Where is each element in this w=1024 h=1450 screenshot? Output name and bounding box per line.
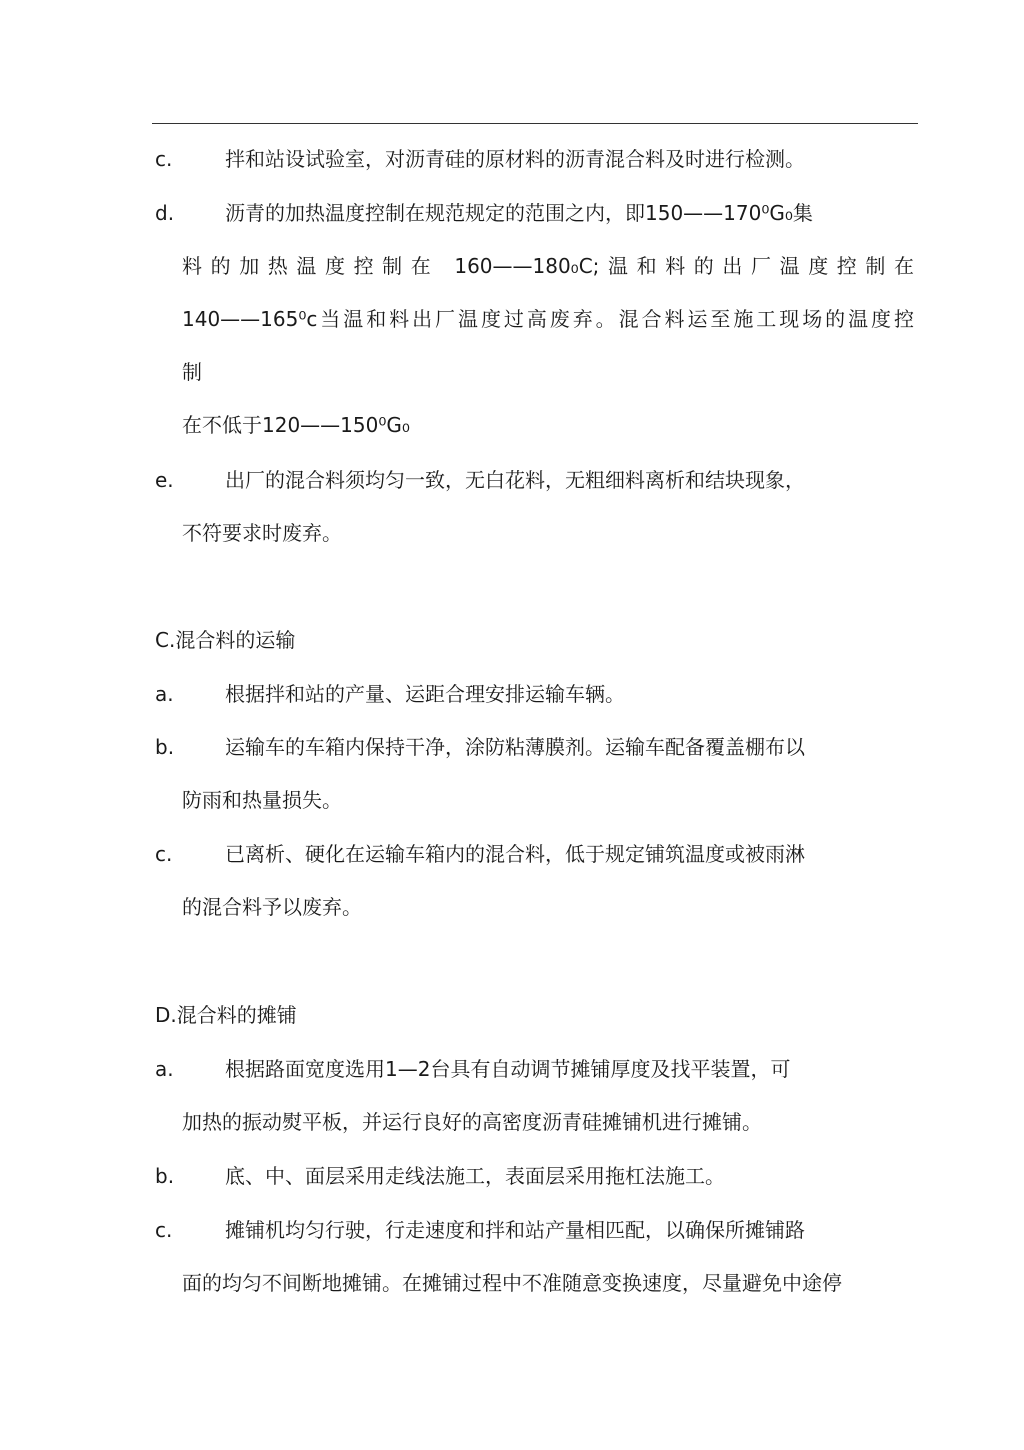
item-marker: b. <box>155 1164 175 1188</box>
item-text: 拌和站设试验室，对沥青硅的原材料的沥青混合料及时进行检测。 <box>225 147 805 171</box>
section-heading: D.混合料的摊铺 <box>155 1003 297 1027</box>
item-text: 140——165⁰c当温和料出厂温度过高废弃。混合料运至施工现场的温度控 <box>182 307 914 331</box>
item-text: 根据拌和站的产量、运距合理安排运输车辆。 <box>225 682 625 706</box>
item-marker: c. <box>155 147 173 171</box>
item-text: 面的均匀不间断地摊铺。在摊铺过程中不准随意变换速度，尽量避免中途停 <box>182 1271 842 1295</box>
item-text: 根据路面宽度选用1—2台具有自动调节摊铺厚度及找平装置，可 <box>225 1057 791 1081</box>
item-marker: c. <box>155 1218 173 1242</box>
item-text: 已离析、硬化在运输车箱内的混合料，低于规定铺筑温度或被雨淋 <box>225 842 805 866</box>
item-marker: a. <box>155 1057 174 1081</box>
section-heading: C.混合料的运输 <box>155 628 296 652</box>
item-text: 制 <box>182 360 202 384</box>
item-marker: a. <box>155 682 174 706</box>
item-text: 运输车的车箱内保持干净，涂防粘薄膜剂。运输车配备覆盖棚布以 <box>225 735 805 759</box>
item-marker: c. <box>155 842 173 866</box>
item-text: 摊铺机均匀行驶，行走速度和拌和站产量相匹配，以确保所摊铺路 <box>225 1218 805 1242</box>
item-text: 底、中、面层采用走线法施工，表面层采用拖杠法施工。 <box>225 1164 725 1188</box>
item-text: 沥青的加热温度控制在规范规定的范围之内，即150——170⁰G₀集 <box>225 201 813 225</box>
item-text: 防雨和热量损失。 <box>182 788 342 812</box>
item-text: 料的加热温度控制在 160——180₀C;温和料的出厂温度控制在 <box>182 254 914 278</box>
item-text: 在不低于120——150⁰G₀ <box>182 413 410 437</box>
item-text: 不符要求时废弃。 <box>182 521 342 545</box>
item-text: 的混合料予以废弃。 <box>182 895 362 919</box>
header-rule <box>152 123 918 124</box>
item-marker: e. <box>155 468 174 492</box>
item-text: 加热的振动熨平板，并运行良好的高密度沥青硅摊铺机进行摊铺。 <box>182 1110 762 1134</box>
item-text: 出厂的混合料须均匀一致，无白花料，无粗细料离析和结块现象， <box>225 468 805 492</box>
item-marker: b. <box>155 735 175 759</box>
item-marker: d. <box>155 201 175 225</box>
